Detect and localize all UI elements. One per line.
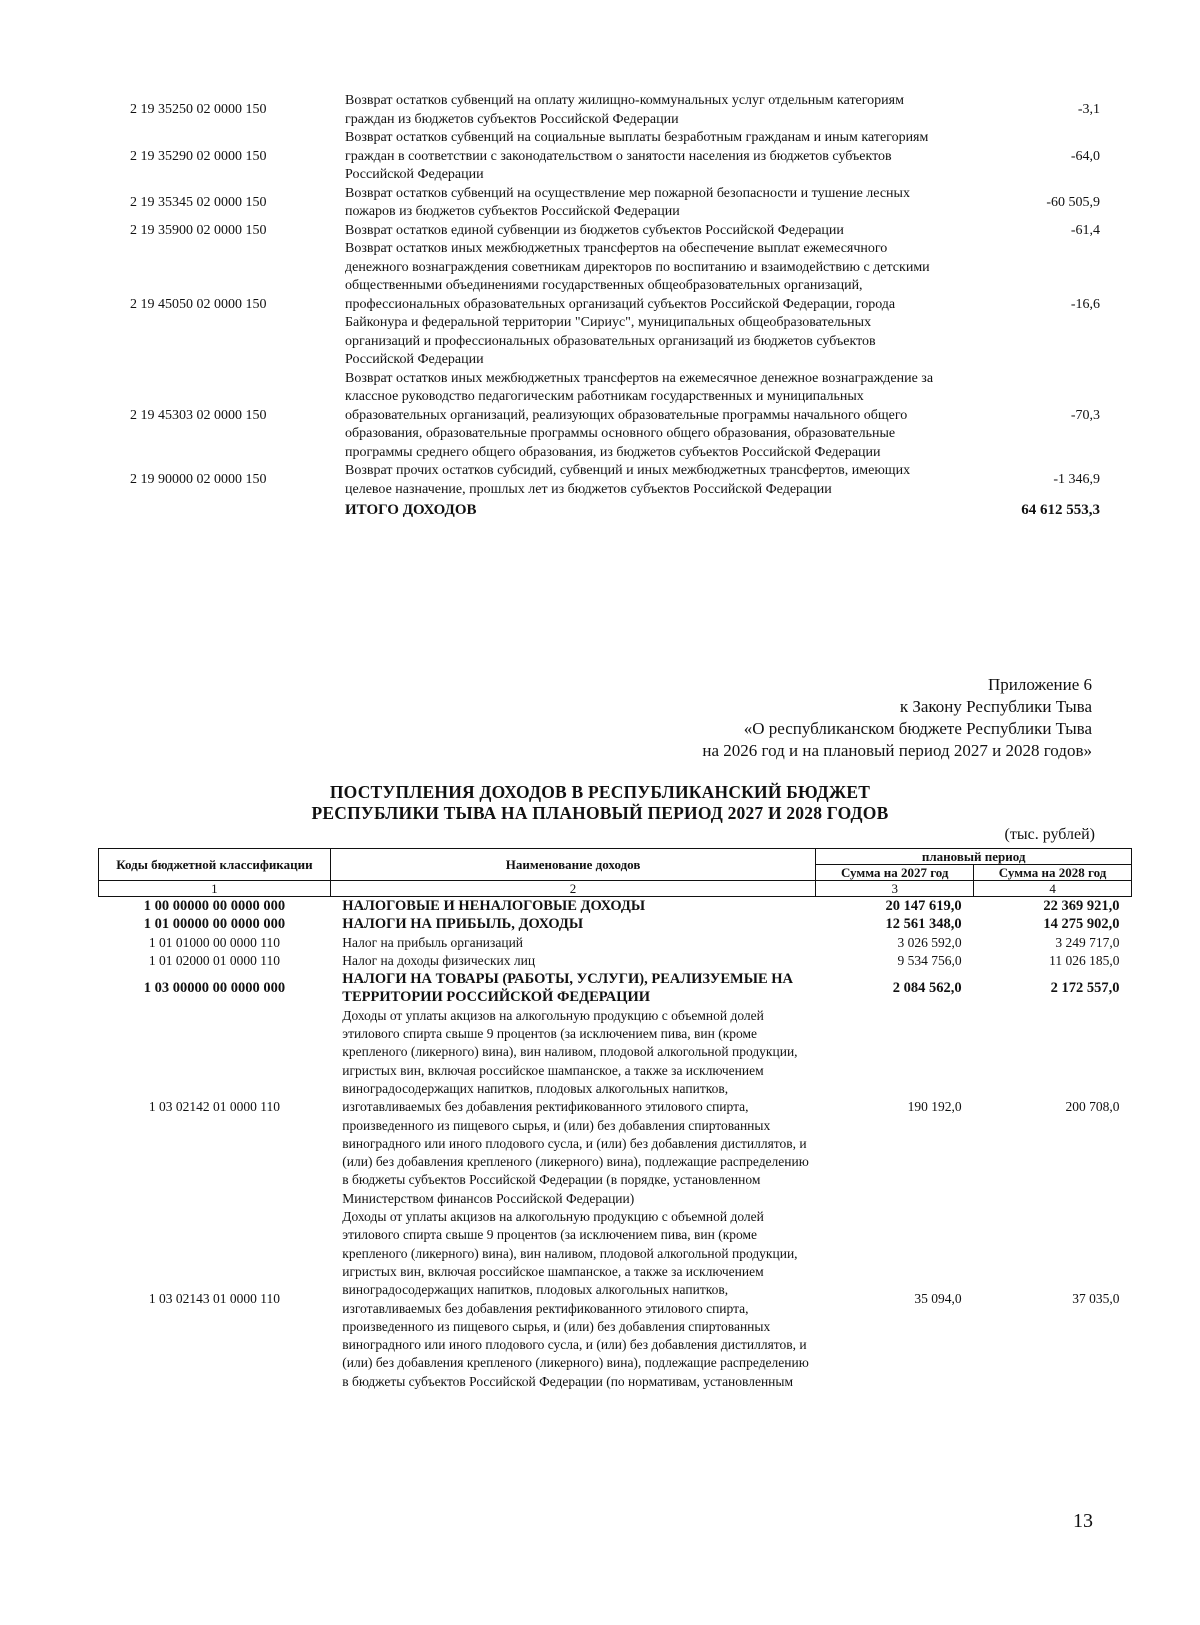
total-row [120,499,1125,520]
row-value-2028: 37 035,0 [1072,1291,1120,1307]
row-value-2028: 2 172 557,0 [1050,980,1120,997]
table-row [120,370,1125,463]
total-label: ИТОГО ДОХОДОВ [345,502,477,518]
header-2027: Сумма на 2027 год [816,865,974,881]
row-value-2027: 9 534 756,0 [897,952,962,968]
appendix-line-1: Приложение 6 [988,675,1092,694]
row-name: Возврат остатков иных межбюджетных трансфертов на обеспечение выплат ежемесячного денежного вознаграждения советникам директоров по воспитанию и взаимодействию с детскими общественными объединениями государственных общеобразовательных организаций, профессиональных образовательных организаций субъектов Российской Федерации, города Байконура и федеральной территории "Сириус", муниципальных общеобразовательных организаций и профессиональных образовательных организаций из бюджетов субъектов Российской Федерации [345,241,930,367]
row-name: Возврат остатков субвенций на оплату жилищно-коммунальных услуг отдельным категориям граждан из бюджетов субъектов Российской Федерации [345,93,904,127]
header-index-2: 2 [330,881,816,897]
row-code: 1 03 00000 00 0000 000 [143,980,286,997]
table-row [120,462,1125,499]
row-value-2027: 12 561 348,0 [885,916,962,933]
row-value-2027: 2 084 562,0 [892,980,962,997]
page-number: 13 [1073,1510,1093,1532]
row-value: -1 346,9 [1053,472,1100,488]
appendix-reference [702,674,1092,762]
row-name: Возврат остатков единой субвенции из бюджетов субъектов Российской Федерации [345,222,844,238]
row-name: Доходы от уплаты акцизов на алкогольную продукцию с объемной долей этилового спирта свыше 9 процентов (за исключением пива, вин (кроме крепленого (ликерного) вина), вин наливом, плодовой алкогольной продукции, игристых вин, включая российское шампанское, а также за исключением виноградосодержащих напитков, плодовых алкогольных напитков, изготавливаемых без добавления ректификованного этилового спирта, произведенного из пищевого сырья, и (или) без добавления спиртованных виноградного или иного плодового сусла, и (или) без добавления дистиллятов, и (или) без добавления крепленого (ликерного) вина), подлежащие распределению в бюджеты субъектов Российской Федерации (по нормативам, установленным [342,1209,809,1389]
header-period: плановый период [816,849,1132,865]
row-code: 1 01 00000 00 0000 000 [143,916,286,933]
row-name: Возврат остатков субвенций на социальные выплаты безработным гражданам и иным категориям граждан в соответствии с законодательством о занятости населения из бюджетов субъектов Российской Федерации [345,130,929,182]
row-value-2028: 14 275 902,0 [1043,916,1120,933]
row-name: Налог на доходы физических лиц [342,952,536,968]
row-code: 2 19 35250 02 0000 150 [130,102,267,118]
header-name: Наименование доходов [330,849,816,881]
total-value: 64 612 553,3 [1021,502,1100,518]
row-value: -3,1 [1077,102,1100,118]
title-line-1: ПОСТУПЛЕНИЯ ДОХОДОВ В РЕСПУБЛИКАНСКИЙ БЮДЖЕТ [329,782,871,802]
row-name: НАЛОГИ НА ТОВАРЫ (РАБОТЫ, УСЛУГИ), РЕАЛИЗУЕМЫЕ НА ТЕРРИТОРИИ РОССИЙСКОЙ ФЕДЕРАЦИИ [342,971,794,1006]
header-index-3: 3 [816,881,974,897]
row-value: -64,0 [1070,148,1100,164]
table-row [99,915,1132,933]
row-value: -60 505,9 [1046,194,1100,210]
total-code-empty [120,499,345,520]
row-name: Доходы от уплаты акцизов на алкогольную продукцию с объемной долей этилового спирта свыше 9 процентов (за исключением пива, вин (кроме крепленого (ликерного) вина), вин наливом, плодовой алкогольной продукции, игристых вин, включая российское шампанское, а также за исключением виноградосодержащих напитков, плодовых алкогольных напитков, изготавливаемых без добавления ректификованного этилового спирта, произведенного из пищевого сырья, и (или) без добавления спиртованных виноградного или иного плодового сусла, и (или) без добавления дистиллятов, и (или) без добавления крепленого (ликерного) вина), подлежащие распределению в бюджеты субъектов Российской Федерации (в порядке, установленном Министерством финансов Российской Федерации) [342,1007,809,1206]
row-value-2027: 190 192,0 [907,1099,962,1115]
row-value-2028: 22 369 921,0 [1043,898,1120,914]
table-row [99,1007,1132,1208]
row-value: -16,6 [1070,296,1100,312]
row-value-2027: 20 147 619,0 [885,898,962,914]
header-index-4: 4 [974,881,1132,897]
row-code: 2 19 35900 02 0000 150 [130,222,267,238]
appendix-line-2: к Закону Республики Тыва [899,697,1092,716]
row-code: 2 19 45050 02 0000 150 [130,296,267,312]
row-code: 1 01 01000 00 0000 110 [148,934,280,950]
row-value-2028: 11 026 185,0 [1049,952,1120,968]
units-label: (тыс. рублей) [1004,826,1095,843]
table-row [120,129,1125,185]
row-code: 2 19 35290 02 0000 150 [130,148,267,164]
row-value-2027: 35 094,0 [914,1291,962,1307]
row-value-2028: 200 708,0 [1065,1099,1120,1115]
title-line-2: РЕСПУБЛИКИ ТЫВА НА ПЛАНОВЫЙ ПЕРИОД 2027 И 2028 ГОДОВ [311,803,889,823]
row-code: 1 01 02000 01 0000 110 [148,952,280,968]
row-code: 1 03 02143 01 0000 110 [148,1291,280,1307]
table-row [120,185,1125,222]
table-row [120,92,1125,129]
appendix-line-3: «О республиканском бюджете Республики Тыва [743,719,1092,738]
row-value: -70,3 [1070,407,1100,423]
row-code: 1 03 02142 01 0000 110 [148,1099,280,1115]
table-row [99,970,1132,1007]
row-code: 1 00 00000 00 0000 000 [143,898,286,914]
header-index-1: 1 [99,881,331,897]
row-name: Возврат остатков субвенций на осуществление мер пожарной безопасности и тушение лесных пожаров из бюджетов субъектов Российской Федерации [345,185,910,219]
table-row [99,1208,1132,1391]
table-row [99,897,1132,916]
row-name: НАЛОГОВЫЕ И НЕНАЛОГОВЫЕ ДОХОДЫ [342,898,646,914]
row-code: 2 19 35345 02 0000 150 [130,194,267,210]
row-code: 2 19 90000 02 0000 150 [130,472,267,488]
continuation-table [120,92,1125,520]
row-name: НАЛОГИ НА ПРИБЫЛЬ, ДОХОДЫ [342,916,584,933]
row-name: Налог на прибыль организаций [342,934,524,950]
document-title [0,782,1200,824]
row-value-2027: 3 026 592,0 [897,934,962,950]
table-row [99,934,1132,952]
header-2028: Сумма на 2028 год [974,865,1132,881]
table-row [120,222,1125,241]
table-row [120,240,1125,370]
row-value: -61,4 [1070,222,1100,238]
appendix-line-4: на 2026 год и на плановый период 2027 и 2028 годов» [702,741,1092,760]
header-codes: Коды бюджетной классификации [99,849,331,881]
row-name: Возврат остатков иных межбюджетных трансфертов на ежемесячное денежное вознаграждение за классное руководство педагогическим работникам государственных и муниципальных образовательных организаций, реализующих образовательные программы начального общего образования, образовательные программы основного общего образования, образовательные программы среднего общего образования, из бюджетов субъектов Российской Федерации [345,370,934,460]
row-name: Возврат прочих остатков субсидий, субвенций и иных межбюджетных трансфертов, имеющих целевое назначение, прошлых лет из бюджетов субъектов Российской Федерации [345,463,911,497]
revenue-table [98,848,1132,1391]
row-code: 2 19 45303 02 0000 150 [130,407,267,423]
table-row [99,952,1132,970]
row-value-2028: 3 249 717,0 [1055,934,1120,950]
